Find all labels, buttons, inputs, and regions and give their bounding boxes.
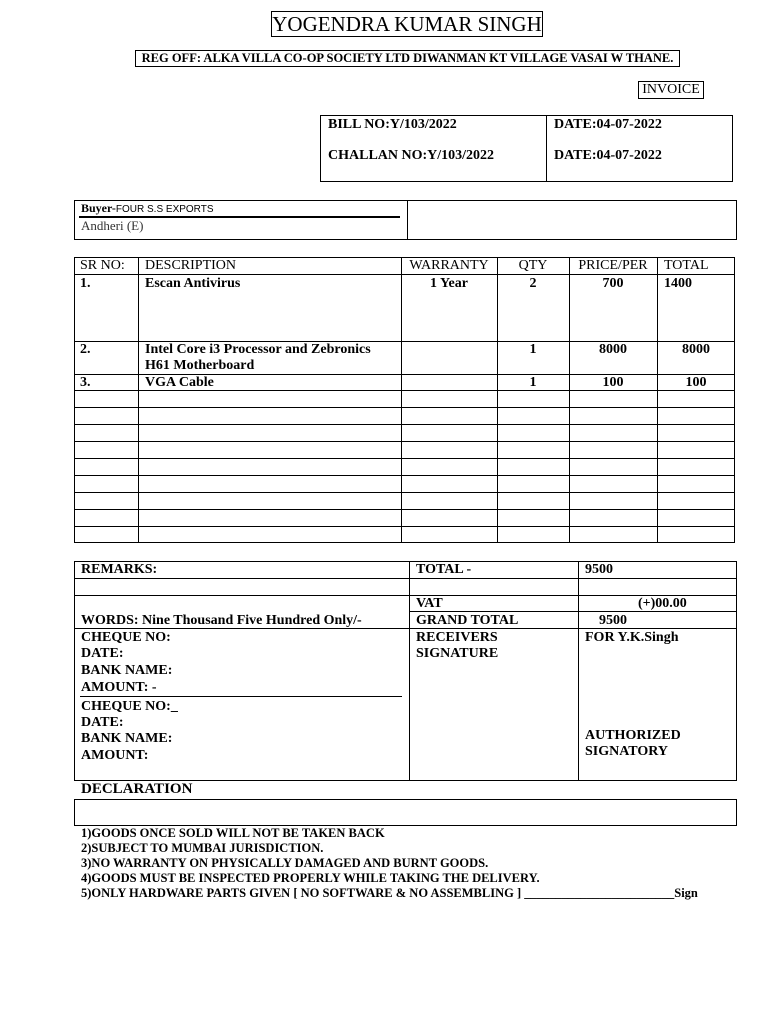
vat-value: (+)00.00	[638, 596, 687, 611]
total-label: TOTAL -	[416, 562, 472, 577]
item-2-description-line2: H61 Motherboard	[145, 358, 255, 373]
item-3-price: 100	[602, 375, 624, 390]
receivers-label: RECEIVERS	[416, 630, 498, 645]
authorized-label: AUTHORIZED	[585, 728, 681, 743]
buyer-line	[81, 200, 214, 217]
declaration-box	[74, 799, 737, 826]
cheque1-no: CHEQUE NO:	[81, 630, 171, 645]
signature-label: SIGNATURE	[416, 646, 499, 661]
registered-office: REG OFF: ALKA VILLA CO-OP SOCIETY LTD DIWANMAN KT VILLAGE VASAI W THANE.	[135, 50, 680, 67]
cheque2-amount: AMOUNT:	[81, 748, 149, 763]
declaration-line-2: 2)SUBJECT TO MUMBAI JURISDICTION.	[81, 841, 324, 855]
cheque2-no-mark: _	[170, 699, 178, 714]
signatory-label: SIGNATORY	[585, 744, 669, 759]
col-header-price: PRICE/PER	[578, 258, 648, 273]
challan-number: CHALLAN NO:Y/103/2022	[328, 148, 495, 163]
cheque2-bank: BANK NAME:	[81, 731, 173, 746]
items-table	[74, 257, 735, 543]
item-3-sr: 3.	[80, 375, 91, 390]
total-value: 9500	[585, 562, 613, 577]
col-header-warranty: WARRANTY	[409, 258, 489, 273]
remarks-label: REMARKS:	[81, 562, 158, 577]
col-header-sr: SR NO:	[80, 258, 125, 273]
declaration-line-3: 3)NO WARRANTY ON PHYSICALLY DAMAGED AND BURNT GOODS.	[81, 856, 489, 870]
item-1-price: 700	[602, 276, 624, 291]
col-header-description: DESCRIPTION	[145, 258, 237, 273]
item-1-description: Escan Antivirus	[145, 276, 241, 291]
for-firm: FOR Y.K.Singh	[585, 630, 679, 645]
item-1-total: 1400	[664, 276, 692, 291]
grand-total-value: 9500	[599, 613, 627, 628]
cheque2-no: CHEQUE NO:_	[81, 699, 178, 714]
amount-in-words: WORDS: Nine Thousand Five Hundred Only/-	[81, 613, 362, 628]
cheque1-bank: BANK NAME:	[81, 663, 173, 678]
grand-total-label: GRAND TOTAL	[416, 613, 519, 628]
vat-label: VAT	[416, 596, 443, 611]
company-name: YOGENDRA KUMAR SINGH	[272, 12, 542, 36]
declaration-line-4: 4)GOODS MUST BE INSPECTED PROPERLY WHILE TAKING THE DELIVERY.	[81, 871, 540, 885]
bill-number: BILL NO:Y/103/2022	[328, 117, 457, 132]
col-header-qty: QTY	[518, 258, 548, 273]
cheque1-amount: AMOUNT: -	[81, 680, 157, 695]
declaration-title: DECLARATION	[81, 781, 193, 797]
item-1-warranty: 1 Year	[430, 276, 468, 291]
item-3-description: VGA Cable	[145, 375, 214, 390]
buyer-label: Buyer-	[81, 201, 116, 215]
item-1-qty: 2	[529, 276, 537, 291]
item-2-price: 8000	[599, 342, 627, 357]
item-1-sr: 1.	[80, 276, 91, 291]
item-2-description: Intel Core i3 Processor and Zebronics	[145, 342, 371, 357]
item-2-sr: 2.	[80, 342, 91, 357]
item-3-qty: 1	[529, 375, 537, 390]
declaration-line-5: 5)ONLY HARDWARE PARTS GIVEN [ NO SOFTWARE & NO ASSEMBLING ] ________________________Sign	[81, 886, 698, 900]
col-header-total: TOTAL	[664, 258, 709, 273]
bill-date: DATE:04-07-2022	[554, 117, 662, 132]
buyer-name: FOUR S.S EXPORTS	[115, 204, 214, 215]
declaration-line-1: 1)GOODS ONCE SOLD WILL NOT BE TAKEN BACK	[81, 826, 385, 840]
declaration-lines	[81, 826, 698, 901]
item-2-total: 8000	[682, 342, 710, 357]
invoice-label: INVOICE	[638, 81, 704, 99]
item-3-total: 100	[685, 375, 707, 390]
cheque1-date: DATE:	[81, 646, 124, 661]
buyer-address: Andheri (E)	[81, 218, 144, 233]
challan-date: DATE:04-07-2022	[554, 148, 662, 163]
cheque2-date: DATE:	[81, 715, 124, 730]
item-2-qty: 1	[529, 342, 537, 357]
